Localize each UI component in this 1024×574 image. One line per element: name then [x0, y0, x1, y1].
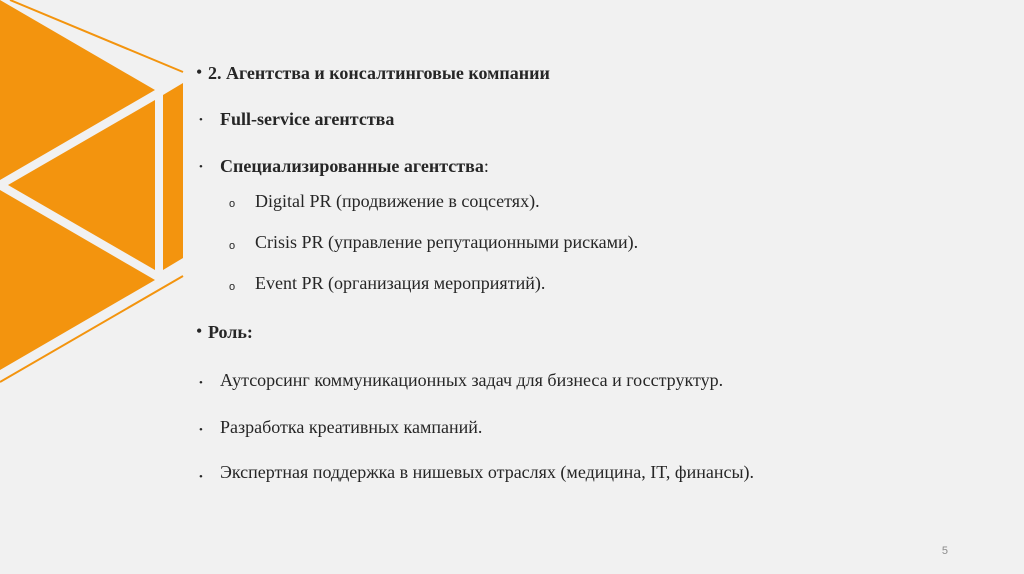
- bullet-marker: •: [199, 114, 203, 126]
- circle-bullet-marker: o: [229, 198, 236, 210]
- list-item-specialized: [220, 155, 489, 177]
- page-number: 5: [941, 545, 948, 557]
- bullet-marker: •: [196, 321, 203, 341]
- list-item-specialized-text: Специализированные агентства: [220, 156, 484, 176]
- orange-triangles-decoration: [0, 0, 203, 400]
- role-item-creative: Разработка креативных кампаний.: [220, 417, 483, 437]
- sub-item-event-pr: Event PR (организация мероприятий).: [255, 273, 546, 293]
- bullet-marker: •: [199, 424, 203, 436]
- role-item-expert-support: Экспертная поддержка в нишевых отраслях (медицина, IT, финансы).: [220, 462, 755, 482]
- sub-item-crisis-pr: Crisis PR (управление репутационными рисками).: [255, 232, 639, 252]
- bullet-marker: •: [199, 161, 203, 173]
- list-item-full-service: Full-service агентства: [220, 109, 395, 129]
- bullet-marker: •: [199, 471, 203, 483]
- role-item-outsourcing: Аутсорсинг коммуникационных задач для бизнеса и госструктур.: [220, 370, 724, 390]
- heading-agencies: 2. Агентства и консалтинговые компании: [208, 63, 550, 83]
- sub-item-digital-pr: Digital PR (продвижение в соцсетях).: [255, 191, 540, 211]
- list-item-specialized-colon: :: [483, 156, 489, 176]
- circle-bullet-marker: o: [229, 240, 236, 252]
- bullet-marker: •: [199, 377, 203, 389]
- circle-bullet-marker: o: [229, 281, 236, 293]
- bullet-marker: •: [196, 62, 203, 82]
- heading-role: Роль:: [208, 322, 253, 342]
